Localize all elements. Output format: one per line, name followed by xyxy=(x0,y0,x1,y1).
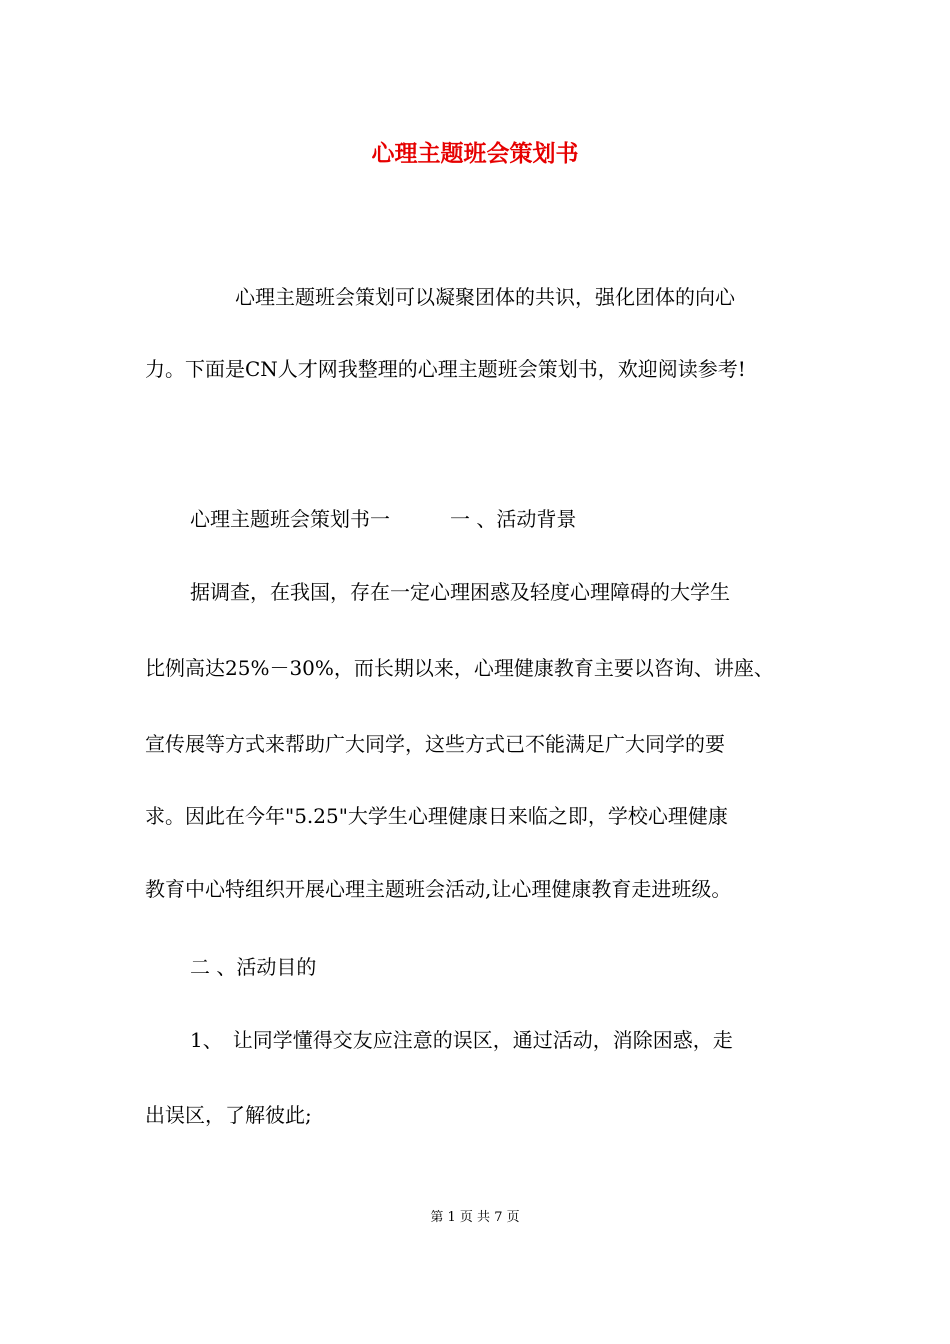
intro-line-1: 心理主题班会策划可以凝聚团体的共识，强化团体的向心 xyxy=(235,285,735,309)
list-item-1-line-1: 1、 让同学懂得交友应注意的误区，通过活动，消除困惑，走 xyxy=(190,1028,733,1052)
paragraph-line-2: 比例高达25%－30%，而长期以来，心理健康教育主要以咨询、讲座、 xyxy=(145,656,774,680)
paragraph-line-4: 求。因此在今年"5.25"大学生心理健康日来临之即，学校心理健康 xyxy=(145,804,728,828)
intro-line-2: 力。下面是CN人才网我整理的心理主题班会策划书，欢迎阅读参考! xyxy=(145,357,746,381)
list-item-1-line-2: 出误区，了解彼此; xyxy=(145,1103,312,1127)
section-heading-purpose: 二 、活动目的 xyxy=(190,955,317,979)
paragraph-line-5: 教育中心特组织开展心理主题班会活动,让心理健康教育走进班级。 xyxy=(145,877,732,901)
page-footer: 第 1 页 共 7 页 xyxy=(430,1210,520,1225)
paragraph-line-3: 宣传展等方式来帮助广大同学，这些方式已不能满足广大同学的要 xyxy=(145,732,725,756)
paragraph-line-1: 据调查，在我国，存在一定心理困惑及轻度心理障碍的大学生 xyxy=(190,580,730,604)
section-heading-background: 心理主题班会策划书一 一 、活动背景 xyxy=(190,507,577,531)
document-title: 心理主题班会策划书 xyxy=(371,140,579,167)
